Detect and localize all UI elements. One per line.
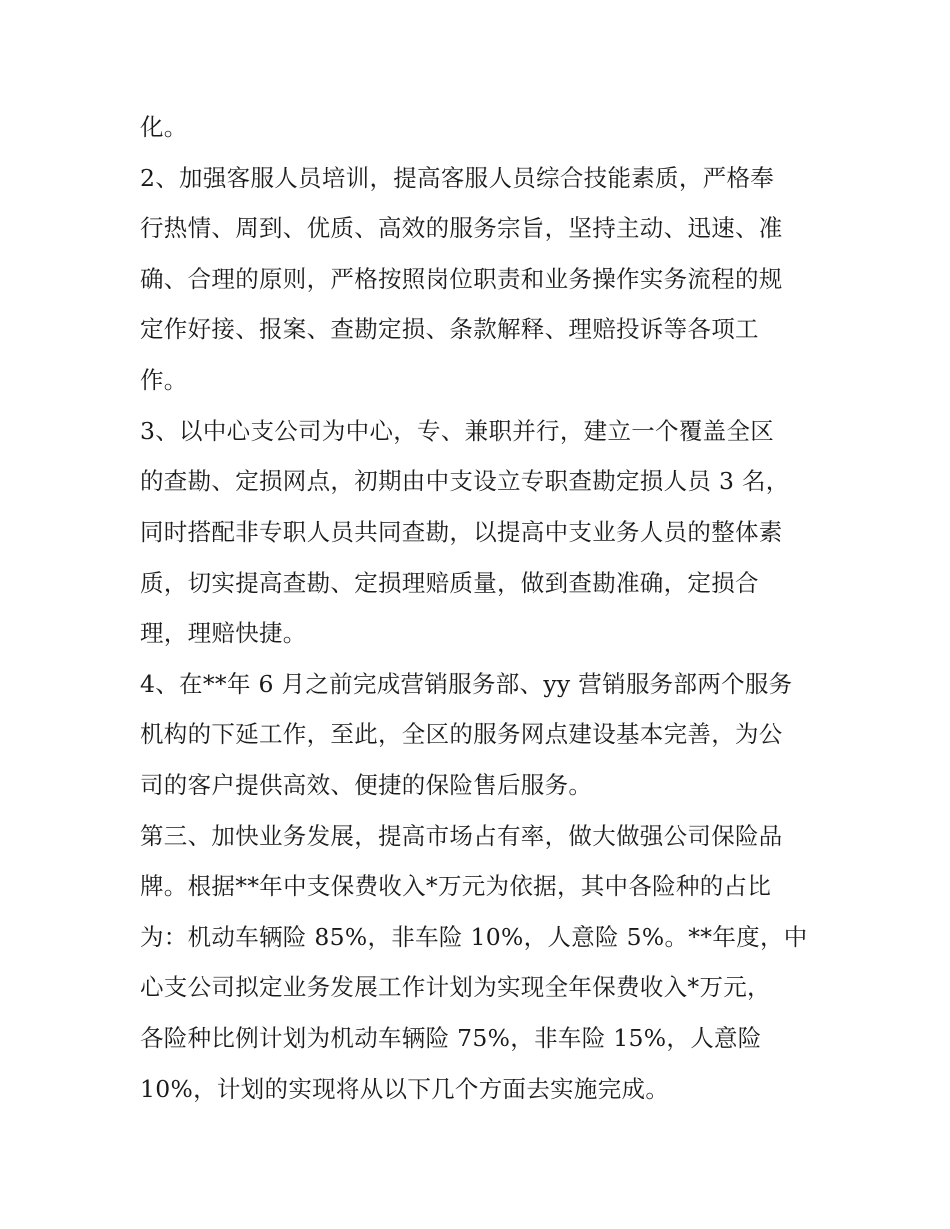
text-line: 2、加强客服人员培训，提高客服人员综合技能素质，严格奉 xyxy=(140,164,775,192)
text-line: 4、在**年 6 月之前完成营销服务部、yy 营销服务部两个服务 xyxy=(140,670,793,698)
text-line: 3、以中心支公司为中心，专、兼职并行，建立一个覆盖全区 xyxy=(140,417,775,445)
text-line: 化。 xyxy=(140,113,188,141)
text-line: 定作好接、报案、查勘定损、条款解释、理赔投诉等各项工 xyxy=(140,315,759,343)
text-line: 质，切实提高查勘、定损理赔质量，做到查勘准确，定损合 xyxy=(140,569,759,597)
text-line: 同时搭配非专职人员共同查勘，以提高中支业务人员的整体素 xyxy=(140,518,783,546)
text-line: 各险种比例计划为机动车辆险 75%，非车险 15%，人意险 xyxy=(140,1024,762,1052)
text-line: 行热情、周到、优质、高效的服务宗旨，坚持主动、迅速、准 xyxy=(140,214,783,242)
text-line: 10%，计划的实现将从以下几个方面去实施完成。 xyxy=(140,1075,670,1103)
text-line: 机构的下延工作，至此，全区的服务网点建设基本完善，为公 xyxy=(140,720,783,748)
text-line: 心支公司拟定业务发展工作计划为实现全年保费收入*万元， xyxy=(140,973,771,1001)
text-line: 理，理赔快捷。 xyxy=(140,619,307,647)
text-line: 作。 xyxy=(140,366,188,394)
text-line: 第三、加快业务发展，提高市场占有率，做大做强公司保险品 xyxy=(140,822,783,850)
text-line: 的查勘、定损网点，初期由中支设立专职查勘定损人员 3 名， xyxy=(140,467,790,495)
text-line: 司的客户提供高效、便捷的保险售后服务。 xyxy=(140,771,593,799)
text-line: 为：机动车辆险 85%，非车险 10%，人意险 5%。**年度，中 xyxy=(140,923,808,951)
text-line: 确、合理的原则，严格按照岗位职责和业务操作实务流程的规 xyxy=(140,265,783,293)
text-line: 牌。根据**年中支保费收入*万元为依据，其中各险种的占比 xyxy=(140,872,772,900)
